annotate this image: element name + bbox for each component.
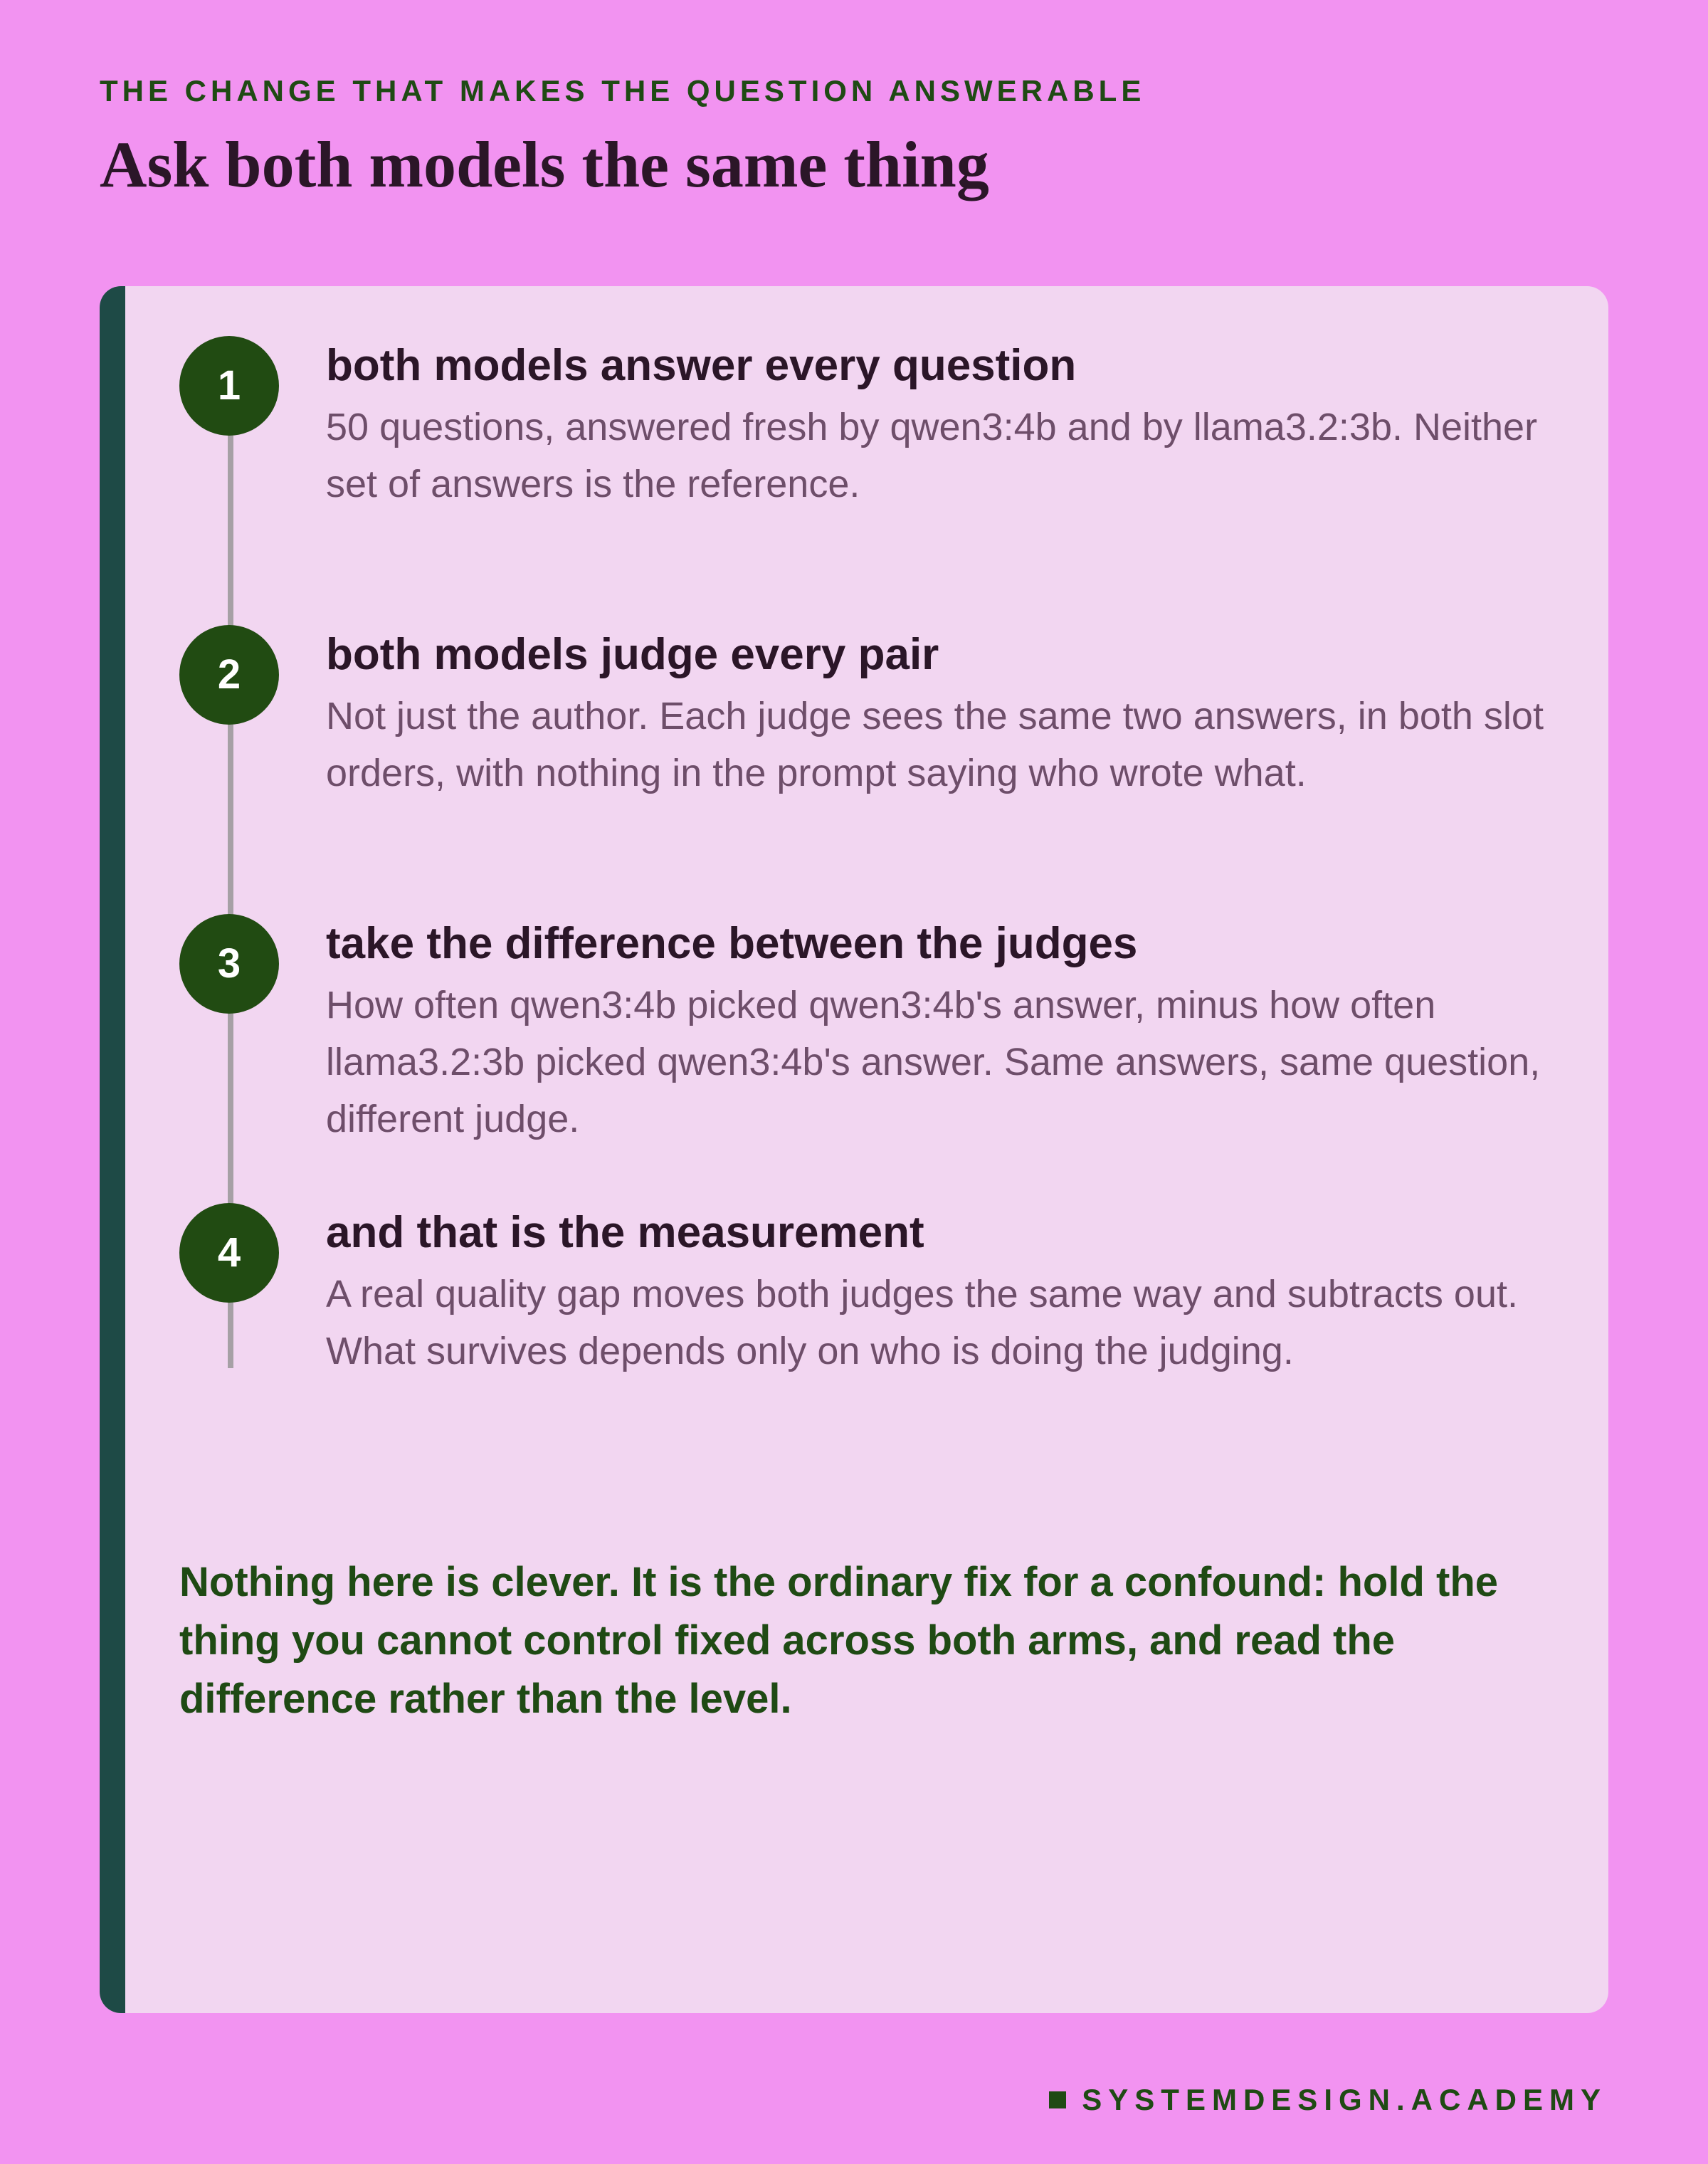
kicker: THE CHANGE THAT MAKES THE QUESTION ANSWERABLE — [100, 74, 1146, 107]
page-title: Ask both models the same thing — [100, 128, 989, 201]
step-title: both models answer every question — [326, 341, 1077, 390]
step-title: and that is the measurement — [326, 1208, 924, 1257]
brand-name: SYSTEMDESIGN.ACADEMY — [1082, 2083, 1607, 2116]
step-description: A real quality gap moves both judges the same way and subtracts out. What survives depends only on who is doing the judging. — [326, 1273, 1518, 1372]
step-title: both models judge every pair — [326, 630, 939, 679]
steps-card — [100, 286, 1608, 2013]
summary-note: Nothing here is clever. It is the ordinary fix for a confound: hold the thing you cannot control fixed across both arms, and read the difference rather than the level. — [179, 1559, 1498, 1722]
step-number-badge: 4 — [179, 1203, 279, 1303]
brand-footer — [1049, 2083, 1607, 2117]
step-description: 50 questions, answered fresh by qwen3:4b and by llama3.2:3b. Neither set of answers is the reference. — [326, 406, 1538, 505]
brand-square-icon — [1049, 2091, 1066, 2108]
step-description: How often qwen3:4b picked qwen3:4b's answer, minus how often llama3.2:3b picked qwen3:4b's answer. Same answers, same question, different judge. — [326, 984, 1541, 1140]
step-number-badge: 2 — [179, 625, 279, 725]
step-description: Not just the author. Each judge sees the same two answers, in both slot orders, with nothing in the prompt saying who wrote what. — [326, 695, 1544, 794]
card-accent-bar — [100, 286, 125, 2013]
step-number-badge: 1 — [179, 336, 279, 436]
step-title: take the difference between the judges — [326, 919, 1138, 968]
step-number-badge: 3 — [179, 914, 279, 1014]
